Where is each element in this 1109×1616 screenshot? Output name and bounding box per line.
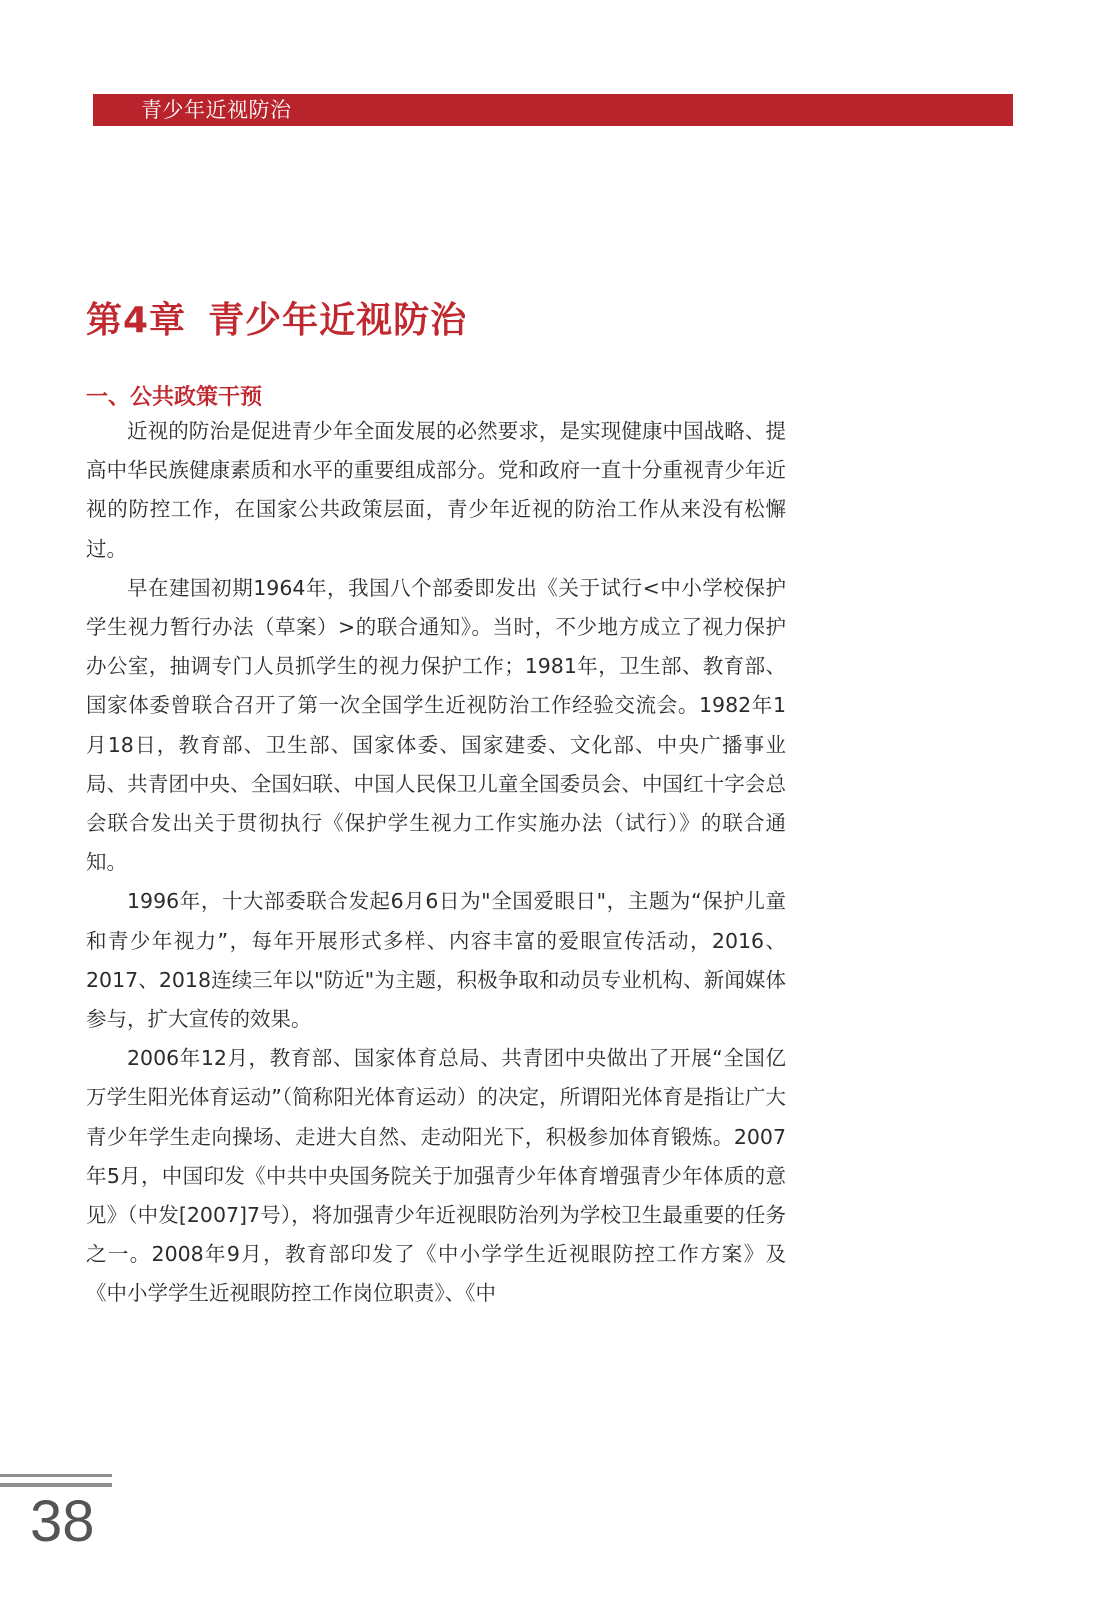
page-number: 38 [30,1489,95,1554]
footer-rule-bottom [0,1483,112,1487]
chapter-title [86,292,467,343]
running-header-title: 青少年近视防治 [141,98,292,122]
footer-rule-top [0,1474,112,1477]
header-bar [93,94,1013,126]
paragraph: 1996年，十大部委联合发起6月6日为"全国爱眼日"，主题为“保护儿童和青少年视力”，每年开展形式多样、内容丰富的爱眼宣传活动，2016、2017、2018连续三年以"防近"为主题，积极争取和动员专业机构、新闻媒体参与，扩大宣传的效果。 [86,889,786,1032]
body-text [86,412,786,1314]
paragraph: 早在建国初期1964年，我国八个部委即发出《关于试行<中小学校保护学生视力暂行办法（草案）>的联合通知》。当时，不少地方成立了视力保护办公室，抽调专门人员抓学生的视力保护工作；1981年，卫生部、教育部、国家体委曾联合召开了第一次全国学生近视防治工作经验交流会。1982年1月18日，教育部、卫生部、国家体委、国家建委、文化部、中央广播事业局、共青团中央、全国妇联、中国人民保卫儿童全国委员会、中国红十字会总会联合发出关于贯彻执行《保护学生视力工作实施办法（试行）》的联合通知。 [86,575,786,875]
section-title: 一、公共政策干预 [86,385,263,410]
paragraph: 近视的防治是促进青少年全面发展的必然要求，是实现健康中国战略、提高中华民族健康素质和水平的重要组成部分。党和政府一直十分重视青少年近视的防控工作，在国家公共政策层面，青少年近视的防治工作从来没有松懈过。 [86,419,786,561]
chapter-name: 青少年近视防治 [208,300,468,341]
chapter-number: 第4章 [86,300,187,341]
paragraph: 2006年12月，教育部、国家体育总局、共青团中央做出了开展“全国亿万学生阳光体育运动”（简称阳光体育运动）的决定，所谓阳光体育是指让广大青少年学生走向操场、走进大自然、走动阳光下，积极参加体育锻炼。2007年5月，中国印发《中共中央国务院关于加强青少年体育增强青少年体质的意见》（中发[2007]7号），将加强青少年近视眼防治列为学校卫生最重要的任务之一。2008年9月，教育部印发了《中小学学生近视眼防控工作方案》及《中小学学生近视眼防控工作岗位职责》、《中 [86,1046,786,1306]
